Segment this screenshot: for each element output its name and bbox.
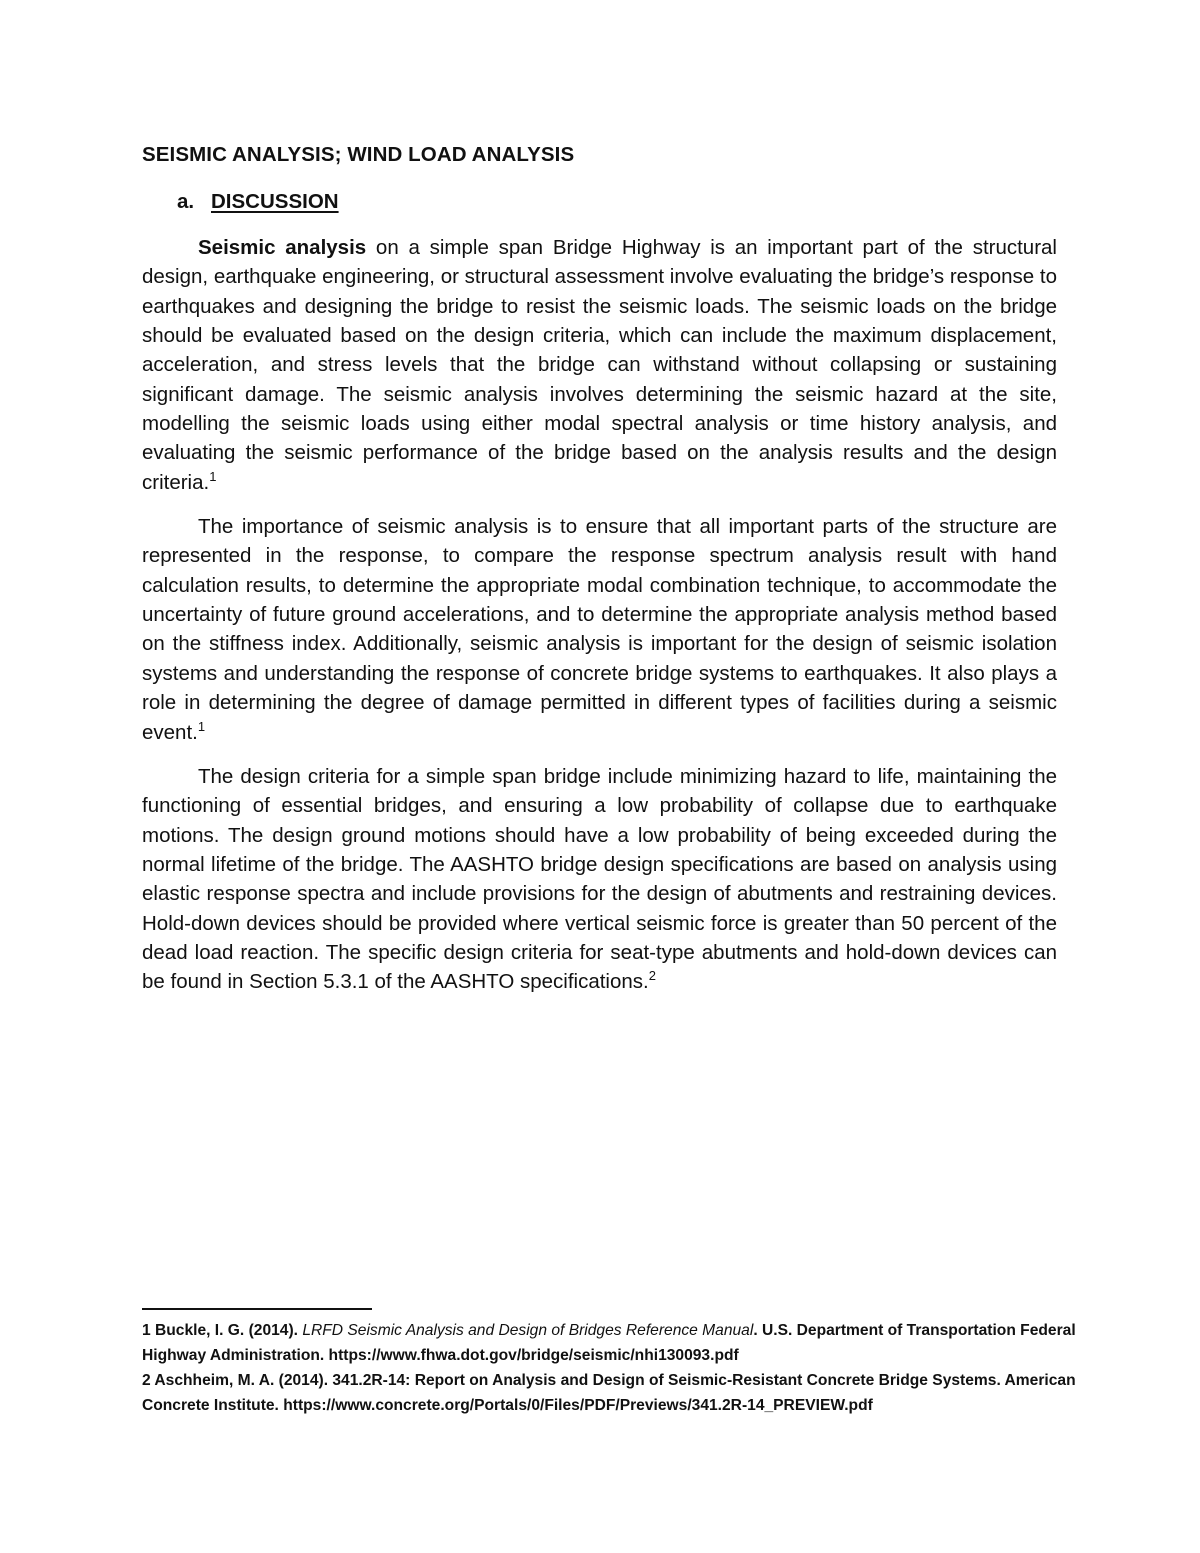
footnote-1: [142, 1318, 1082, 1368]
paragraph-text: on a simple span Bridge Highway is an important part of the structural design, earthquake engineering, or structural assessment involve evaluating the bridge’s response to earthquakes and designing the bridge to resist the seismic loads. The seismic loads on the bridge should be evaluated based on the design criteria, which can include the maximum displacement, acceleration, and stress levels that the bridge can withstand without collapsing or sustaining significant damage. The seismic analysis involves determining the seismic hazard at the site, modelling the seismic loads using either modal spectral analysis or time history analysis, and evaluating the seismic performance of the bridge based on the analysis results and the design criteria.: [142, 236, 1057, 494]
footnote-reference[interactable]: 2: [648, 968, 656, 984]
footnotes: [142, 1318, 1082, 1418]
footnote-prefix: 1 Buckle, I. G. (2014).: [142, 1322, 303, 1339]
paragraph-seismic-analysis: [142, 233, 1057, 497]
paragraph-lead: Seismic analysis: [198, 236, 367, 259]
section-number: a.: [177, 190, 195, 213]
paragraph-text: The importance of seismic analysis is to ensure that all important parts of the structure are represented in the response, to compare the response spectrum analysis result with hand calculation results, to determine the appropriate modal combination technique, to accommodate the uncertainty of future ground accelerations, and to determine the appropriate analysis method based on the stiffness index. Additionally, seismic analysis is important for the design of seismic isolation systems and understanding the response of concrete bridge systems to earthquakes. It also plays a role in determining the degree of damage permitted in different types of facilities during a seismic event.: [142, 515, 1057, 744]
footnote-2: [142, 1368, 1082, 1418]
document-title: SEISMIC ANALYSIS; WIND LOAD ANALYSIS: [142, 143, 575, 166]
footnote-separator: [142, 1308, 372, 1310]
body-text: [142, 233, 1057, 1012]
footnote-reference[interactable]: 1: [197, 718, 206, 734]
footnote-prefix: 2 Aschheim, M. A. (2014). 341.2R-14: Report on Analysis and Design of Seismic-Resistant Concrete Bridge Systems. American Concrete Institute. https://www.concrete.org/Portals/0/Files/PDF/Previews/341.2R-14_PREVIEW.pdf: [142, 1372, 1076, 1414]
section-label: DISCUSSION: [211, 190, 339, 213]
section-heading: [177, 190, 339, 214]
footnote-suffix: . U.S. Department of Transportation Federal Highway Administration. https://www.fhwa.dot.gov/bridge/seismic/nhi130093.pdf: [142, 1322, 1076, 1364]
footnote-reference[interactable]: 1: [209, 468, 217, 484]
footnote-title: LRFD Seismic Analysis and Design of Bridges Reference Manual: [302, 1322, 754, 1339]
paragraph-design-criteria: [142, 762, 1057, 997]
paragraph-importance: [142, 512, 1057, 747]
paragraph-text: The design criteria for a simple span bridge include minimizing hazard to life, maintaining the functioning of essential bridges, and ensuring a low probability of collapse due to earthquake motions. The design ground motions should have a low probability of being exceeded during the normal lifetime of the bridge. The AASHTO bridge design specifications are based on analysis using elastic response spectra and include provisions for the design of abutments and restraining devices. Hold-down devices should be provided where vertical seismic force is greater than 50 percent of the dead load reaction. The specific design criteria for seat-type abutments and hold-down devices can be found in Section 5.3.1 of the AASHTO specifications.: [142, 764, 1057, 994]
